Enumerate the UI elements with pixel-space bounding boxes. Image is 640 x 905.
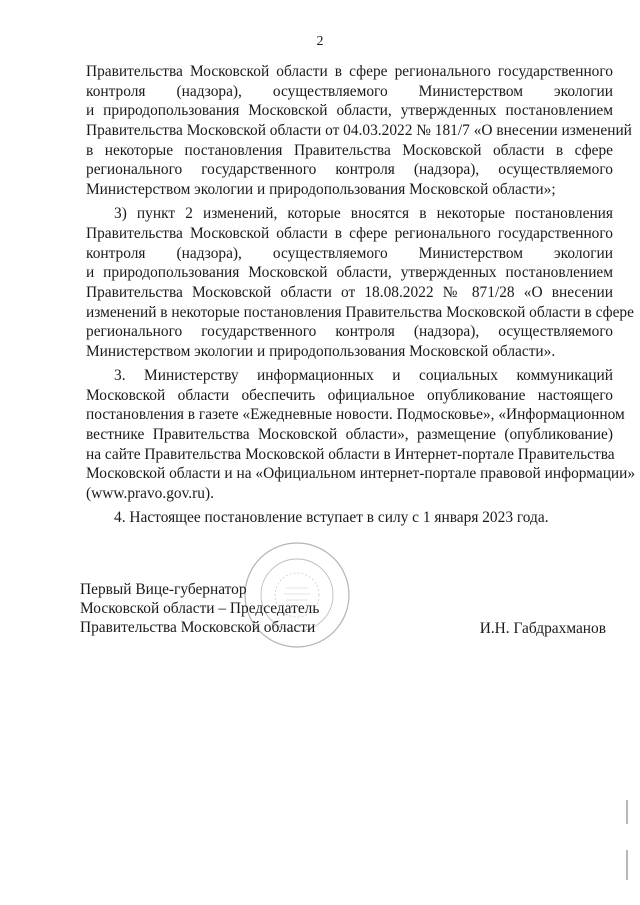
body-text-line: Правительства Московской области в сфере регионального государственного <box>86 63 613 80</box>
body-text-line: 3. Министерству информационных и социальных коммуникаций <box>114 367 613 384</box>
body-text-line: на сайте Правительства Московской области в Интернет-портале Правительства <box>86 446 615 463</box>
body-text-line: изменений в некоторые постановления Правительства Московской области в сфере <box>86 304 634 321</box>
signature-title-line-3: Правительства Московской области <box>80 619 316 636</box>
body-text-line: Правительства Московской области от 18.08.2022 № 871/28 «О внесении <box>86 284 613 301</box>
signature-title-line-1: Первый Вице-губернатор <box>80 581 247 598</box>
page-number: 2 <box>316 34 324 49</box>
body-text-line: регионального государственного контроля (надзора), осуществляемого <box>86 323 613 340</box>
body-text-line: Правительства Московской области в сфере регионального государственного <box>86 225 613 242</box>
body-text-line: 3) пункт 2 изменений, которые вносятся в некоторые постановления <box>114 205 613 222</box>
body-text-line: (www.pravo.gov.ru). <box>86 485 214 502</box>
body-text-line: Правительства Московской области от 04.03.2022 № 181/7 «О внесении изменений <box>86 122 632 139</box>
body-text-line: и природопользования Московской области, утвержденных постановлением <box>86 264 613 281</box>
body-text-line: Московской области обеспечить официальное опубликование настоящего <box>86 387 613 404</box>
body-text-line: Министерством экологии и природопользования Московской области». <box>86 343 556 360</box>
body-text-line: постановления в газете «Ежедневные новости. Подмосковье», «Информационном <box>86 406 625 423</box>
scan-edge-mark <box>626 850 628 880</box>
body-text-line: контроля (надзора), осуществляемого Министерством экологии <box>86 245 613 262</box>
body-text-line: контроля (надзора), осуществляемого Министерством экологии <box>86 83 613 100</box>
scan-edge-mark <box>626 800 628 824</box>
signature-title-line-2: Московской области – Председатель <box>80 600 320 617</box>
body-text-line: вестнике Правительства Московской области», размещение (опубликование) <box>86 426 613 443</box>
body-text-line: 4. Настоящее постановление вступает в силу с 1 января 2023 года. <box>114 509 549 526</box>
signatory-name: И.Н. Габдрахманов <box>479 620 606 637</box>
body-text-line: регионального государственного контроля (надзора), осуществляемого <box>86 161 613 178</box>
body-text-line: Министерством экологии и природопользования Московской области»; <box>86 181 556 198</box>
body-text-line: в некоторые постановления Правительства Московской области в сфере <box>86 142 613 159</box>
body-text-line: Московской области и на «Официальном интернет-портале правовой информации» <box>86 465 636 482</box>
body-text-line: и природопользования Московской области, утвержденных постановлением <box>86 102 613 119</box>
